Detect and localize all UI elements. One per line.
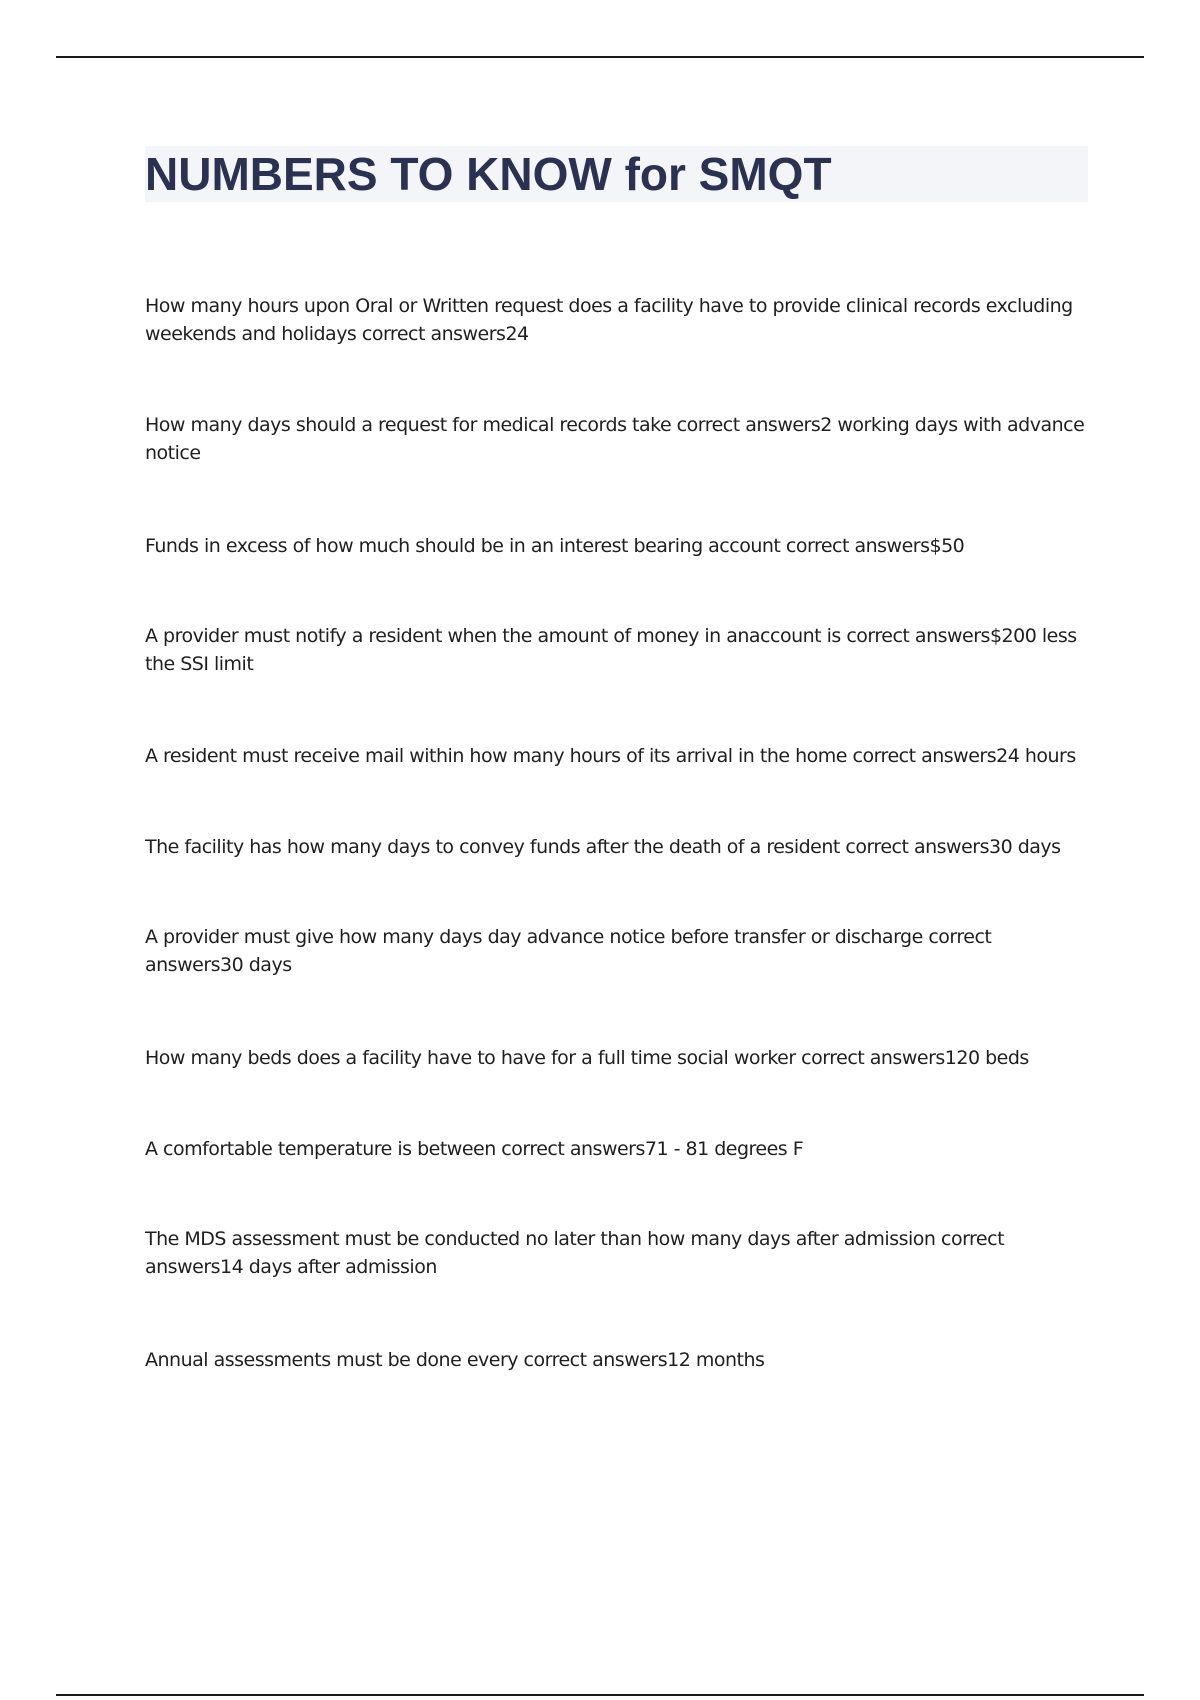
qa-item <box>145 923 1085 979</box>
qa-item <box>145 1346 1085 1374</box>
qa-question: A provider must give how many days day advance notice before transfer or discharge correct answers <box>145 926 992 976</box>
header-rule <box>56 56 1144 58</box>
qa-answer: 24 hours <box>996 745 1076 767</box>
qa-item <box>145 411 1085 467</box>
qa-answer: 30 days <box>988 836 1061 858</box>
qa-item <box>145 1225 1085 1281</box>
qa-answer: 2 working days with advance notice <box>145 414 1085 464</box>
qa-answer: 12 months <box>667 1349 765 1371</box>
qa-question: How many hours upon Oral or Written request does a facility have to provide clinical records excluding weekends and holidays correct answers <box>145 295 1073 345</box>
qa-answer: 71 - 81 degrees F <box>644 1138 804 1160</box>
footer-rule <box>56 1694 1144 1696</box>
qa-question: How many beds does a facility have to have for a full time social worker correct answers <box>145 1047 945 1069</box>
qa-question: Funds in excess of how much should be in an interest bearing account correct answers <box>145 535 930 557</box>
qa-item <box>145 1044 1085 1072</box>
qa-answer: $200 less the SSI limit <box>145 625 1077 675</box>
qa-question: A resident must receive mail within how many hours of its arrival in the home correct answers <box>145 745 997 767</box>
title-band <box>145 146 1088 202</box>
qa-item <box>145 1135 1085 1163</box>
qa-answer: 120 beds <box>944 1047 1029 1069</box>
qa-question: How many days should a request for medical records take correct answers <box>145 414 821 436</box>
qa-answer: 24 <box>505 323 529 345</box>
qa-item <box>145 622 1085 678</box>
qa-answer: 14 days after admission <box>220 1256 437 1278</box>
qa-question: The MDS assessment must be conducted no later than how many days after admission correct answers <box>145 1228 1005 1278</box>
qa-item <box>145 833 1085 861</box>
qa-item <box>145 742 1085 770</box>
qa-question: Annual assessments must be done every correct answers <box>145 1349 668 1371</box>
qa-answer: $50 <box>929 535 965 557</box>
qa-item <box>145 532 1085 560</box>
qa-question: The facility has how many days to convey funds after the death of a resident correct answers <box>145 836 989 858</box>
qa-question: A comfortable temperature is between correct answers <box>145 1138 645 1160</box>
qa-answer: 30 days <box>220 954 292 976</box>
qa-question: A provider must notify a resident when the amount of money in anaccount is correct answers <box>145 625 990 647</box>
qa-item <box>145 292 1085 348</box>
page-title: NUMBERS TO KNOW for SMQT <box>145 148 832 200</box>
